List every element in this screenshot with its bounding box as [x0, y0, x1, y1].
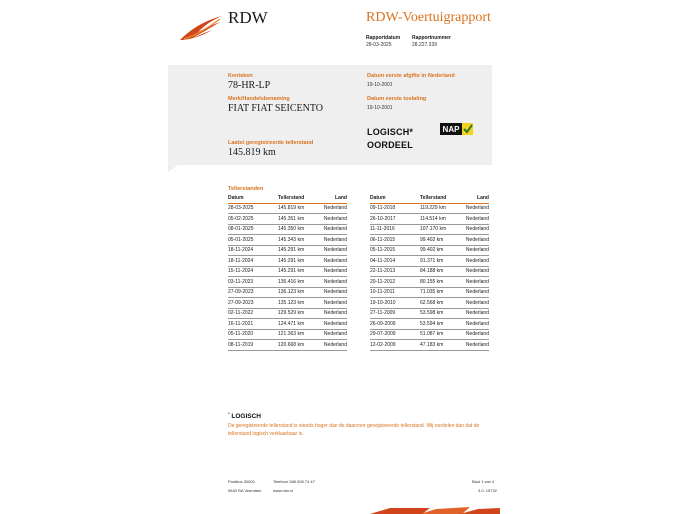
make-label: Merk/Handelsbenaming — [228, 96, 290, 102]
cell-date: 20-11-2012 — [370, 277, 420, 288]
cell-date: 11-11-2016 — [370, 224, 420, 235]
readings-right-body — [370, 203, 489, 350]
table-row — [228, 203, 347, 214]
cell-reading: 80.155 km — [420, 277, 462, 288]
cell-date: 09-11-2018 — [370, 203, 420, 214]
nap-logo-text: NAP — [442, 125, 460, 134]
report-date-label: Rapportdatum — [366, 35, 401, 41]
cell-date: 27-11-2009 — [370, 308, 420, 319]
cell-country: Nederland — [462, 329, 489, 340]
cell-country: Nederland — [320, 298, 347, 309]
cell-country: Nederland — [462, 224, 489, 235]
cell-country: Nederland — [462, 319, 489, 330]
cell-reading: 114.514 km — [420, 214, 462, 225]
cell-country: Nederland — [320, 308, 347, 319]
cell-country: Nederland — [462, 277, 489, 288]
cell-country: Nederland — [320, 266, 347, 277]
readings-title: Tellerstanden — [228, 186, 264, 192]
cell-reading: 124.471 km — [278, 319, 320, 330]
cell-date: 06-11-2015 — [370, 235, 420, 246]
cell-date: 08-01-2025 — [228, 224, 278, 235]
table-row — [228, 277, 347, 288]
odometer-value: 145.819 km — [228, 147, 276, 158]
verdict-line1: LOGISCH* — [367, 127, 414, 137]
header-date: Datum — [370, 194, 420, 203]
cell-country: Nederland — [462, 308, 489, 319]
report-number-value: 28.227.339 — [412, 42, 438, 48]
cell-country: Nederland — [462, 235, 489, 246]
footer-code: 3.0. 15732 — [478, 488, 497, 493]
cell-date: 19-10-2010 — [370, 298, 420, 309]
first-issue-label: Datum eerste afgifte in Nederland — [367, 73, 455, 79]
table-row — [370, 214, 489, 225]
footer-phone: Telefoon 088 008 74 47 — [273, 479, 315, 484]
cell-country: Nederland — [462, 287, 489, 298]
cell-country: Nederland — [320, 319, 347, 330]
brand-name: RDW — [228, 8, 268, 27]
cell-country: Nederland — [320, 214, 347, 225]
table-header-row — [370, 194, 489, 203]
footer-website: www.rdw.nl — [273, 488, 294, 493]
cell-date: 27-09-2023 — [228, 287, 278, 298]
cell-country: Nederland — [320, 340, 347, 351]
footnote-title-text: LOGISCH — [231, 413, 261, 421]
first-issue-value: 19-10-2001 — [367, 82, 393, 88]
cell-country: Nederland — [320, 277, 347, 288]
plate-value: 78-HR-LP — [228, 80, 271, 91]
cell-date: 08-11-2019 — [228, 340, 278, 351]
table-row — [370, 277, 489, 288]
cell-date: 16-11-2021 — [228, 319, 278, 330]
cell-reading: 71.035 km — [420, 287, 462, 298]
cell-country: Nederland — [462, 214, 489, 225]
cell-reading: 136.416 km — [278, 277, 320, 288]
make-value: FIAT FIAT SEICENTO — [228, 103, 324, 114]
cell-country: Nederland — [462, 340, 489, 351]
first-admission-value: 19-10-2001 — [367, 105, 393, 111]
cell-reading: 62.568 km — [420, 298, 462, 309]
cell-date: 10-11-2011 — [370, 287, 420, 298]
cell-date: 02-11-2022 — [228, 308, 278, 319]
footnote-marker: * — [228, 411, 230, 416]
header-date: Datum — [228, 194, 278, 203]
cell-reading: 51.087 km — [420, 329, 462, 340]
table-row — [228, 287, 347, 298]
footnote-text: De geregistreerde tellerstand is steeds hoger dan de daarvoor geregistreerde tellerstand. Wij oordelen dan dat de tellerstand logisch verklaarbaar is. — [228, 423, 480, 437]
nap-logo-icon — [440, 123, 473, 135]
readings-table-left — [228, 194, 347, 351]
table-row — [228, 224, 347, 235]
header-reading: Tellerstand — [278, 194, 320, 203]
table-row — [370, 287, 489, 298]
cell-country: Nederland — [462, 203, 489, 214]
cell-country: Nederland — [320, 235, 347, 246]
cell-country: Nederland — [320, 203, 347, 214]
cell-date: 05-02-2025 — [228, 214, 278, 225]
table-row — [370, 340, 489, 351]
table-row — [228, 245, 347, 256]
cell-reading: 99.402 km — [420, 235, 462, 246]
cell-reading: 120.668 km — [278, 340, 320, 351]
vehicle-summary-panel — [168, 65, 492, 165]
odometer-label: Laatst geregistreerde tellerstand — [228, 140, 314, 146]
cell-country: Nederland — [320, 256, 347, 267]
cell-reading: 119.229 km — [420, 203, 462, 214]
footer-city: 9640 RA Veendam — [228, 488, 262, 493]
report-date-block — [366, 35, 400, 49]
footnote-title — [228, 411, 261, 420]
cell-country: Nederland — [462, 298, 489, 309]
table-row — [370, 235, 489, 246]
cell-reading: 145.291 km — [278, 266, 320, 277]
cell-reading: 145.291 km — [278, 256, 320, 267]
header-country: Land — [462, 194, 489, 203]
cell-date: 18-11-2024 — [228, 245, 278, 256]
cell-reading: 145.291 km — [278, 245, 320, 256]
verdict — [367, 126, 413, 152]
report-number-label: Rapportnummer — [412, 35, 451, 41]
verdict-line2: OORDEEL — [367, 140, 413, 150]
cell-country: Nederland — [320, 224, 347, 235]
table-row — [370, 245, 489, 256]
table-row — [228, 319, 347, 330]
footer-po-box: Postbus 30000 — [228, 479, 255, 484]
table-row — [370, 298, 489, 309]
cell-reading: 121.363 km — [278, 329, 320, 340]
cell-country: Nederland — [462, 256, 489, 267]
table-row — [228, 298, 347, 309]
cell-reading: 145.819 km — [278, 203, 320, 214]
cell-date: 26-10-2017 — [370, 214, 420, 225]
table-row — [370, 203, 489, 214]
readings-table-right — [370, 194, 489, 351]
table-row — [228, 340, 347, 351]
cell-date: 29-07-2009 — [370, 329, 420, 340]
cell-date: 27-09-2023 — [228, 298, 278, 309]
report-number-block — [412, 35, 451, 49]
report-date-value: 28-03-2025 — [366, 42, 392, 48]
cell-reading: 53.594 km — [420, 319, 462, 330]
cell-country: Nederland — [462, 266, 489, 277]
cell-reading: 145.350 km — [278, 224, 320, 235]
cell-reading: 136.123 km — [278, 287, 320, 298]
cell-date: 05-11-2015 — [370, 245, 420, 256]
footer-decoration-icon — [370, 505, 500, 514]
cell-reading: 53.598 km — [420, 308, 462, 319]
cell-reading: 135.123 km — [278, 298, 320, 309]
cell-date: 04-11-2014 — [370, 256, 420, 267]
table-row — [228, 214, 347, 225]
table-header-row — [228, 194, 347, 203]
cell-date: 03-11-2023 — [228, 277, 278, 288]
header-reading: Tellerstand — [420, 194, 462, 203]
table-row — [228, 256, 347, 267]
cell-date: 05-11-2020 — [228, 329, 278, 340]
table-row — [228, 329, 347, 340]
cell-reading: 91.371 km — [420, 256, 462, 267]
table-row — [370, 256, 489, 267]
table-row — [370, 224, 489, 235]
cell-reading: 145.343 km — [278, 235, 320, 246]
cell-date: 15-11-2024 — [228, 266, 278, 277]
first-admission-label: Datum eerste toelating — [367, 96, 427, 102]
cell-date: 22-11-2013 — [370, 266, 420, 277]
cell-country: Nederland — [320, 287, 347, 298]
report-title: RDW-Voertuigrapport — [366, 10, 491, 25]
cell-date: 26-09-2009 — [370, 319, 420, 330]
cell-country: Nederland — [320, 329, 347, 340]
footer-page: Blad 1 van 4 — [472, 479, 495, 484]
cell-date: 18-11-2024 — [228, 256, 278, 267]
cell-reading: 47.183 km — [420, 340, 462, 351]
table-row — [228, 235, 347, 246]
cell-reading: 145.351 km — [278, 214, 320, 225]
readings-left-body — [228, 203, 347, 350]
table-row — [370, 308, 489, 319]
plate-label: Kenteken — [228, 73, 253, 79]
table-row — [228, 308, 347, 319]
table-row — [370, 266, 489, 277]
cell-country: Nederland — [320, 245, 347, 256]
rdw-logo-icon — [178, 14, 224, 42]
cell-reading: 99.402 km — [420, 245, 462, 256]
panel-tail — [168, 165, 178, 172]
cell-reading: 129.529 km — [278, 308, 320, 319]
table-row — [228, 266, 347, 277]
cell-date: 05-01-2025 — [228, 235, 278, 246]
table-row — [370, 329, 489, 340]
cell-reading: 84.188 km — [420, 266, 462, 277]
cell-reading: 107.170 km — [420, 224, 462, 235]
cell-date: 12-02-2009 — [370, 340, 420, 351]
header-country: Land — [320, 194, 347, 203]
cell-date: 28-03-2025 — [228, 203, 278, 214]
table-row — [370, 319, 489, 330]
cell-country: Nederland — [462, 245, 489, 256]
